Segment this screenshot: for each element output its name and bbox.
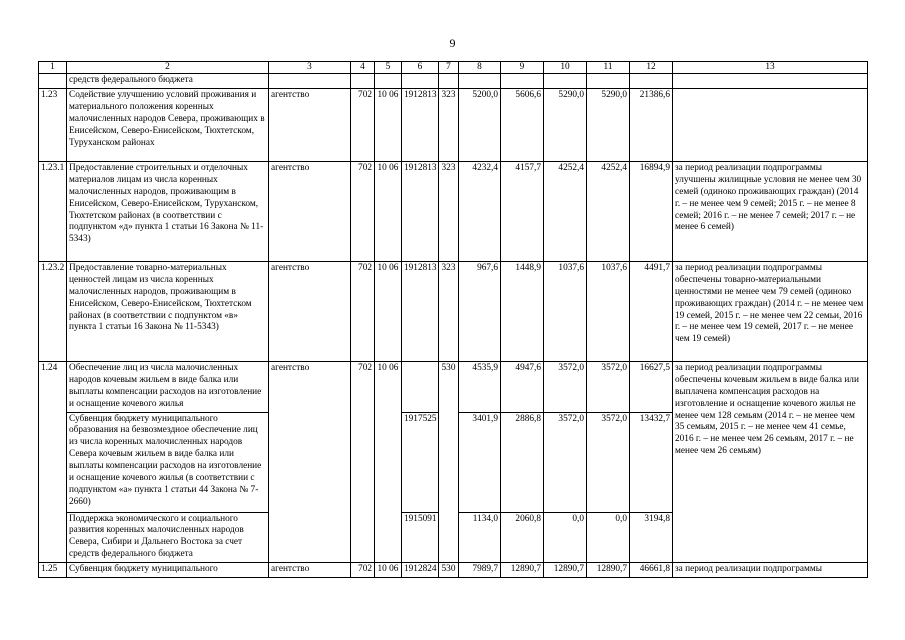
expected-result: за период реализации подпрограммы улучшены жилищные условия не менее чем 30 семей (одиноко проживающих граждан) (2014 г. – не менее чем 9 семей; 2015 г. – не менее 8 семей; 2016 г. – не менее 7 семей; 2017 г. – не менее 6 семей) <box>673 161 868 261</box>
agency-cell: агентство <box>269 361 351 562</box>
value-2016: 3572,0 <box>544 412 587 512</box>
value-2015: 4947,6 <box>501 361 544 412</box>
row-text: Поддержка экономического и социального развития коренных малочисленных народов Севера, Сибири и Дальнего Востока за счет средств федерального бюджета <box>67 512 269 563</box>
value-total: 21386,6 <box>630 88 673 161</box>
row-number: 1.23.1 <box>39 161 67 261</box>
row-text: Предоставление товарно-материальных ценностей лицам из числа коренных малочисленных народов, проживающим в Енисейском, Северо-Енисейском, Тюхтетском районах (в соответствии с подпунктом «в» пункта 1 статьи 16 Закона № 11-5343) <box>67 261 269 361</box>
value-2016: 0,0 <box>544 512 587 563</box>
grbs-code: 702 <box>351 261 375 361</box>
value-total: 46661,8 <box>630 563 673 578</box>
table-row-1-23 <box>39 88 868 161</box>
value-2015: 12890,7 <box>501 563 544 578</box>
value-total: 4491,7 <box>630 261 673 361</box>
row-number: 1.24 <box>39 361 67 562</box>
expense-type-code: 323 <box>439 261 459 361</box>
value-total: 3194,8 <box>630 512 673 563</box>
table-row-continuation <box>39 74 868 89</box>
target-code: 1912813 <box>402 88 439 161</box>
value-2017: 1037,6 <box>587 261 630 361</box>
expected-result: за период реализации подпрограммы обеспечены кочевым жильем в виде балка или выплачена компенсация расходов на изготовление и оснащение кочевого жилья не менее чем 128 семьям (2014 г. – не менее чем 35 семьям, 2015 г. – не менее чем 41 семье, 2016 г. – не менее чем 26 семьям, 2017 г. – не менее чем 26 семьям) <box>673 361 868 562</box>
column-number: 3 <box>269 62 351 74</box>
row-text: Предоставление строительных и отделочных материалов лицам из числа коренных малочисленных народов, проживающим в Енисейском, Северо-Енисейском, Туруханском, Тюхтетском районах (в соответствии с подпунктом «д» пункта 1 статьи 16 Закона № 11-5343) <box>67 161 269 261</box>
value-total: 16627,5 <box>630 361 673 412</box>
agency-cell: агентство <box>269 563 351 578</box>
target-code: 1912813 <box>402 161 439 261</box>
column-number: 2 <box>67 62 269 74</box>
grbs-code: 702 <box>351 361 375 412</box>
section-code: 10 06 <box>375 361 402 412</box>
expense-type-code: 530 <box>439 563 459 578</box>
column-number: 13 <box>673 62 868 74</box>
grbs-code: 702 <box>351 88 375 161</box>
target-code: 1915091 <box>402 512 439 563</box>
value-2015: 4157,7 <box>501 161 544 261</box>
column-number: 5 <box>375 62 402 74</box>
value-2015: 2060,8 <box>501 512 544 563</box>
value-2016: 12890,7 <box>544 563 587 578</box>
table-row-1-25 <box>39 563 868 578</box>
target-code: 1912824 <box>402 563 439 578</box>
value-2014: 5200,0 <box>459 88 501 161</box>
page-number: 9 <box>449 36 456 50</box>
value-2017: 3572,0 <box>587 412 630 512</box>
value-2017: 12890,7 <box>587 563 630 578</box>
section-code: 10 06 <box>375 161 402 261</box>
column-number: 8 <box>459 62 501 74</box>
subprogram-table <box>38 61 868 578</box>
value-2017: 5290,0 <box>587 88 630 161</box>
value-2017: 0,0 <box>587 512 630 563</box>
row-number: 1.25 <box>39 563 67 578</box>
value-2014: 4535,9 <box>459 361 501 412</box>
row-text: Субвенция бюджету муниципального <box>67 563 269 578</box>
row-text: Субвенция бюджету муниципального образования на безвозмездное обеспечение лиц из числа коренных малочисленных народов Севера кочевым жильем в виде балка или выплаты компенсации расходов на изготовление и оснащение кочевого жилья (в соответствии с подпунктом «а» пункта 1 статьи 44 Закона № 7-2660) <box>67 412 269 512</box>
value-2016: 1037,6 <box>544 261 587 361</box>
column-number: 12 <box>630 62 673 74</box>
table-row-1-24 <box>39 361 868 412</box>
value-2017: 3572,0 <box>587 361 630 412</box>
grbs-code: 702 <box>351 563 375 578</box>
value-2016: 5290,0 <box>544 88 587 161</box>
value-2016: 4252,4 <box>544 161 587 261</box>
value-2016: 3572,0 <box>544 361 587 412</box>
value-2015: 2886,8 <box>501 412 544 512</box>
value-2014: 967,6 <box>459 261 501 361</box>
target-code: 1912813 <box>402 261 439 361</box>
section-code: 10 06 <box>375 88 402 161</box>
value-2014: 7989,7 <box>459 563 501 578</box>
grbs-code: 702 <box>351 161 375 261</box>
value-total: 13432,7 <box>630 412 673 512</box>
target-code: 1917525 <box>402 412 439 512</box>
section-code: 10 06 <box>375 563 402 578</box>
agency-cell: агентство <box>269 261 351 361</box>
value-2014: 3401,9 <box>459 412 501 512</box>
column-number-row <box>39 62 868 74</box>
value-2015: 1448,9 <box>501 261 544 361</box>
value-total: 16894,9 <box>630 161 673 261</box>
row-text: средств федерального бюджета <box>67 74 269 89</box>
value-2014: 4232,4 <box>459 161 501 261</box>
column-number: 1 <box>39 62 67 74</box>
expense-type-code: 323 <box>439 161 459 261</box>
expected-result: за период реализации подпрограммы обеспечены товарно-материальными ценностями не менее чем 79 семей (одиноко проживающих граждан) (2014 г. – не менее чем 19 семей, 2015 г. – не менее чем 22 семьи, 2016 г. – не менее чем 19 семей, 2017 г. – не менее чем 19 семей) <box>673 261 868 361</box>
expense-type-code: 530 <box>439 361 459 412</box>
agency-cell: агентство <box>269 161 351 261</box>
column-number: 9 <box>501 62 544 74</box>
column-number: 7 <box>439 62 459 74</box>
expected-result: за период реализации подпрограммы <box>673 563 868 578</box>
section-code: 10 06 <box>375 261 402 361</box>
column-number: 4 <box>351 62 375 74</box>
agency-cell: агентство <box>269 88 351 161</box>
row-text: Обеспечение лиц из числа малочисленных народов кочевым жильем в виде балка или выплаты компенсации расходов на изготовление и оснащение кочевого жилья <box>67 361 269 412</box>
table-row-1-23-2 <box>39 261 868 361</box>
row-number: 1.23 <box>39 88 67 161</box>
column-number: 11 <box>587 62 630 74</box>
row-number: 1.23.2 <box>39 261 67 361</box>
value-2015: 5606,6 <box>501 88 544 161</box>
column-number: 6 <box>402 62 439 74</box>
column-number: 10 <box>544 62 587 74</box>
table-row-1-23-1 <box>39 161 868 261</box>
value-2014: 1134,0 <box>459 512 501 563</box>
row-text: Содействие улучшению условий проживания и материального положения коренных малочисленных народов Севера, проживающих в Енисейском, Северо-Енисейском, Тюхтетском, Туруханском районах <box>67 88 269 161</box>
value-2017: 4252,4 <box>587 161 630 261</box>
expense-type-code: 323 <box>439 88 459 161</box>
